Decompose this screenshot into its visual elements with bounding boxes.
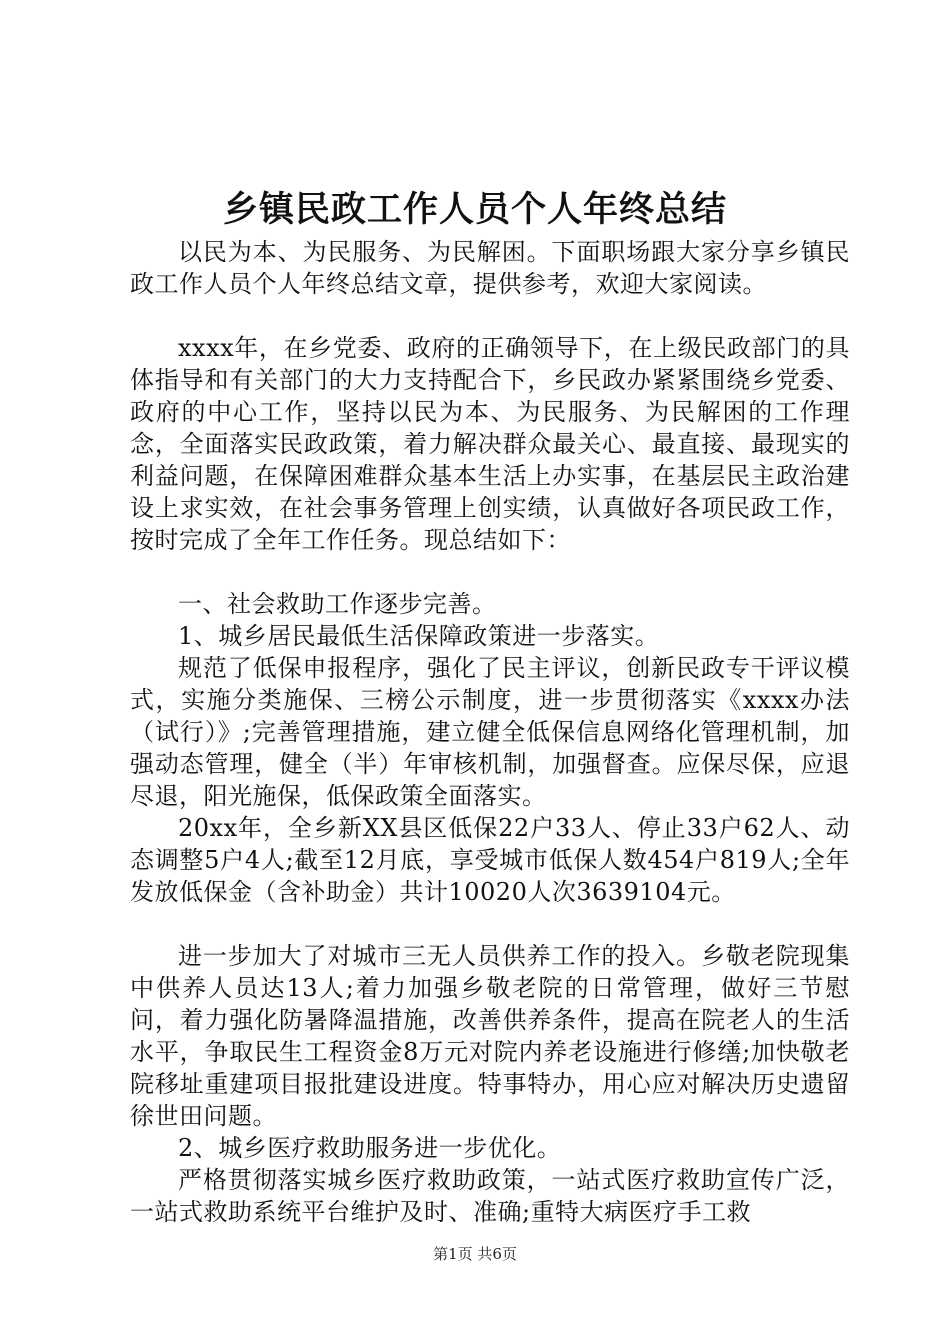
- paragraph-elderly-care: 进一步加大了对城市三无人员供养工作的投入。乡敬老院现集中供养人员达13人;着力加强乡敬老院的日常管理，做好三节慰问，着力强化防暑降温措施，改善供养条件，提高在院老人的生活水平，争取民生工程资金8万元对院内养老设施进行修缮;加快敬老院移址重建项目报批建设进度。特事特办，用心应对解决历史遗留徐世田问题。: [130, 942, 850, 1130]
- paragraph-low-income-statistics: 20xx年，全乡新XX县区低保22户33人、停止33户62人、动态调整5户4人;截至12月底，享受城市低保人数454户819人;全年发放低保金（含补助金）共计10020人次3639104元。: [130, 814, 850, 906]
- subsection-heading-1: 1、城乡居民最低生活保障政策进一步落实。: [178, 622, 660, 650]
- paragraph-gap: [130, 908, 850, 940]
- section-heading-1: 一、社会救助工作逐步完善。: [178, 590, 497, 618]
- paragraph-gap: [130, 300, 850, 332]
- subsection-heading-2: 2、城乡医疗救助服务进一步优化。: [178, 1134, 562, 1162]
- paragraph-low-income-procedure: 规范了低保申报程序，强化了民主评议，创新民政专干评议模式，实施分类施保、三榜公示制度，进一步贯彻落实《xxxx办法（试行）》;完善管理措施，建立健全低保信息网络化管理机制，加强动态管理，健全（半）年审核机制，加强督查。应保尽保，应退尽退，阳光施保，低保政策全面落实。: [130, 654, 850, 810]
- document-body: [130, 236, 850, 1228]
- paragraph-medical-aid: 严格贯彻落实城乡医疗救助政策，一站式医疗救助宣传广泛，一站式救助系统平台维护及时、准确;重特大病医疗手工救: [130, 1166, 850, 1226]
- paragraph-intro: 以民为本、为民服务、为民解困。下面职场跟大家分享乡镇民政工作人员个人年终总结文章，提供参考，欢迎大家阅读。: [130, 238, 850, 298]
- paragraph-summary: xxxx年，在乡党委、政府的正确领导下，在上级民政部门的具体指导和有关部门的大力支持配合下，乡民政办紧紧围绕乡党委、政府的中心工作，坚持以民为本、为民服务、为民解困的工作理念，全面落实民政政策，着力解决群众最关心、最直接、最现实的利益问题，在保障困难群众基本生活上办实事，在基层民主政治建设上求实效，在社会事务管理上创实绩，认真做好各项民政工作，按时完成了全年工作任务。现总结如下：: [130, 334, 850, 554]
- paragraph-gap: [130, 556, 850, 588]
- document-title: 乡镇民政工作人员个人年终总结: [222, 189, 727, 230]
- page-number-footer: 第1页 共6页: [433, 1245, 517, 1263]
